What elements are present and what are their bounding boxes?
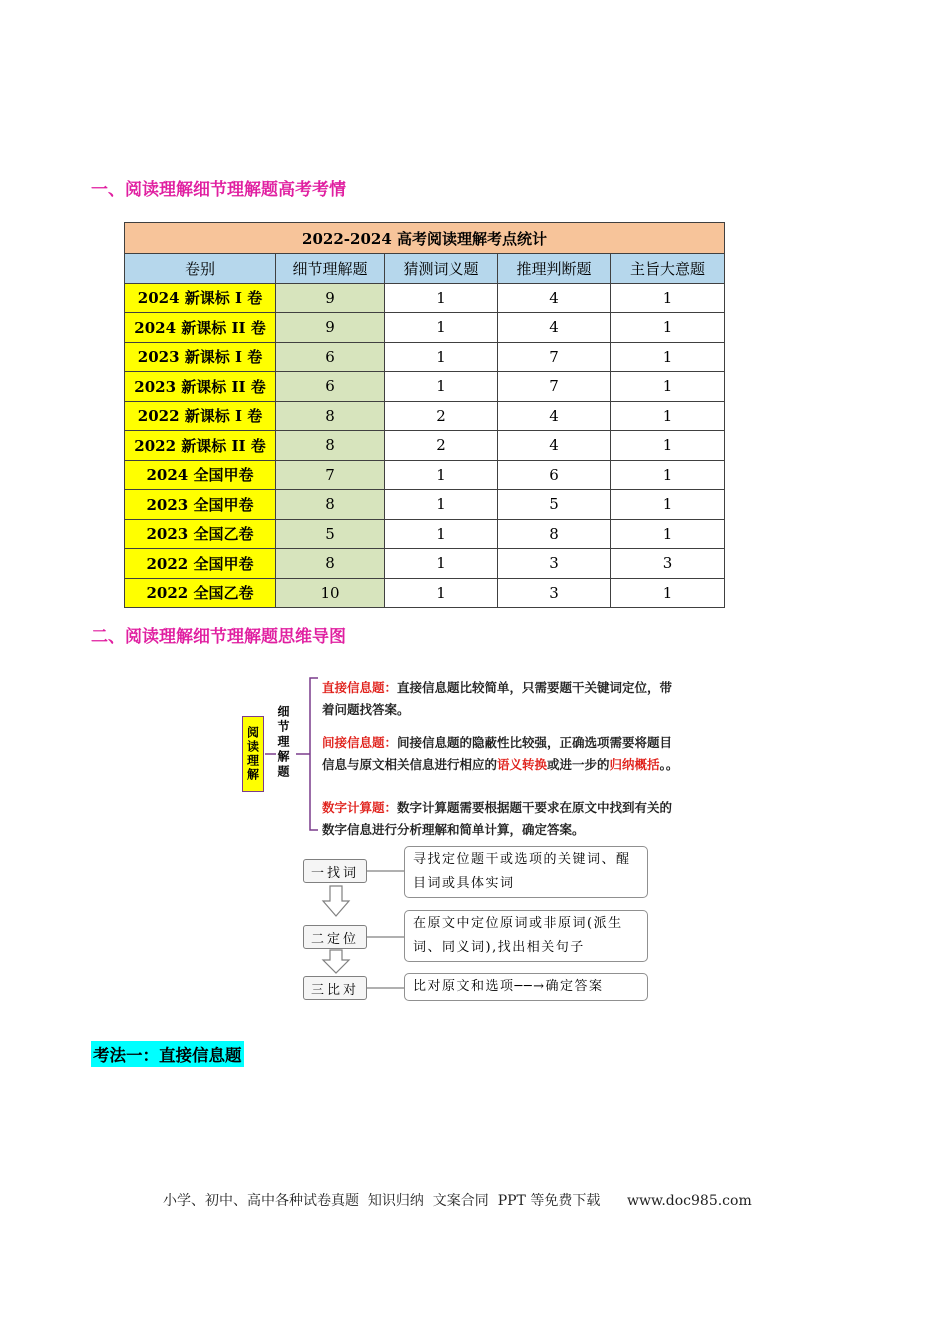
- mindmap-item-direct: [322, 677, 682, 721]
- section-title-exam-stats: 一、阅读理解细节理解题高考考情: [91, 180, 346, 200]
- exam-stats-table: [124, 222, 725, 608]
- count-cell: 2: [385, 401, 498, 431]
- paper-name-cell: 2022 新课标 I 卷: [125, 401, 276, 431]
- count-cell: 1: [611, 372, 725, 402]
- paper-name-cell: 2024 新课标 I 卷: [125, 283, 276, 313]
- count-cell: 1: [385, 490, 498, 520]
- paper-name-cell: 2022 全国甲卷: [125, 549, 276, 579]
- count-cell: 1: [385, 549, 498, 579]
- paper-name-cell: 2024 全国甲卷: [125, 460, 276, 490]
- count-cell: 4: [498, 283, 611, 313]
- count-cell: 1: [385, 313, 498, 343]
- count-cell: 1: [611, 401, 725, 431]
- table-row: [125, 313, 725, 343]
- count-cell: 7: [498, 372, 611, 402]
- down-arrow-icon: [323, 886, 349, 916]
- mindmap-branch: 细节理解题: [276, 705, 290, 780]
- item-highlight: 语义转换: [497, 757, 548, 772]
- count-cell: 1: [385, 578, 498, 608]
- column-header: 卷别: [125, 254, 276, 284]
- item-highlight: 归纳概括: [609, 757, 660, 772]
- count-cell: 1: [611, 431, 725, 461]
- table-row: [125, 490, 725, 520]
- table-row: [125, 401, 725, 431]
- item-text: 间接信息题的隐蔽性比较强，正确选项需要将题目信息与原文相关信息进行相应的: [322, 735, 673, 772]
- paper-name-cell: 2023 全国甲卷: [125, 490, 276, 520]
- table-row: [125, 519, 725, 549]
- item-key: 数字计算题：: [322, 800, 398, 815]
- item-text: 。。: [659, 757, 679, 772]
- count-cell: 1: [385, 342, 498, 372]
- step-find-word-desc: 寻找定位题干或选项的关键词、醒目词或具体实词: [404, 846, 648, 898]
- page-footer: 小学、初中、高中各种试卷真题 知识归纳 文案合同 PPT 等免费下载 www.doc985.com: [163, 1193, 752, 1209]
- paper-name-cell: 2022 全国乙卷: [125, 578, 276, 608]
- count-cell: 1: [611, 490, 725, 520]
- count-cell: 5: [276, 519, 385, 549]
- count-cell: 3: [498, 549, 611, 579]
- count-cell: 10: [276, 578, 385, 608]
- count-cell: 6: [276, 342, 385, 372]
- item-key: 间接信息题：: [322, 735, 398, 750]
- mindmap-root: 阅读理解: [242, 716, 264, 792]
- count-cell: 8: [276, 431, 385, 461]
- count-cell: 8: [276, 549, 385, 579]
- item-key: 直接信息题：: [322, 680, 398, 695]
- count-cell: 1: [611, 578, 725, 608]
- item-text: 数字计算题需要根据题干要求在原文中找到有关的数字信息进行分析理解和简单计算，确定答案。: [322, 800, 673, 837]
- down-arrow-icon: [323, 950, 349, 973]
- count-cell: 1: [385, 372, 498, 402]
- paper-name-cell: 2023 新课标 I 卷: [125, 342, 276, 372]
- paper-name-cell: 2023 新课标 II 卷: [125, 372, 276, 402]
- mindmap: [238, 668, 688, 1008]
- count-cell: 2: [385, 431, 498, 461]
- item-text: 直接信息题比较简单，只需要题干关键词定位，带着问题找答案。: [322, 680, 673, 717]
- count-cell: 4: [498, 431, 611, 461]
- count-cell: 1: [385, 460, 498, 490]
- count-cell: 1: [611, 342, 725, 372]
- table-header-row: [125, 254, 725, 284]
- count-cell: 7: [498, 342, 611, 372]
- count-cell: 1: [385, 283, 498, 313]
- step-locate-desc: 在原文中定位原词或非原词(派生词、同义词),找出相关句子: [404, 910, 648, 962]
- table-caption: 2022-2024 高考阅读理解考点统计: [125, 223, 725, 254]
- paper-name-cell: 2024 新课标 II 卷: [125, 313, 276, 343]
- count-cell: 6: [498, 460, 611, 490]
- column-header: 细节理解题: [276, 254, 385, 284]
- count-cell: 8: [276, 401, 385, 431]
- table-row: [125, 372, 725, 402]
- count-cell: 1: [611, 283, 725, 313]
- count-cell: 3: [611, 549, 725, 579]
- count-cell: 4: [498, 401, 611, 431]
- table-row: [125, 342, 725, 372]
- count-cell: 1: [385, 519, 498, 549]
- section-title-mindmap: 二、阅读理解细节理解题思维导图: [91, 627, 346, 647]
- mindmap-item-indirect: [322, 732, 682, 776]
- mindmap-item-numeric: [322, 797, 682, 841]
- step-locate: 二定位: [303, 925, 367, 949]
- count-cell: 5: [498, 490, 611, 520]
- table-row: [125, 460, 725, 490]
- count-cell: 8: [276, 490, 385, 520]
- paper-name-cell: 2023 全国乙卷: [125, 519, 276, 549]
- count-cell: 1: [611, 519, 725, 549]
- count-cell: 7: [276, 460, 385, 490]
- method-one-heading: 考法一：直接信息题: [91, 1041, 244, 1067]
- count-cell: 3: [498, 578, 611, 608]
- column-header: 猜测词义题: [385, 254, 498, 284]
- table-row: [125, 283, 725, 313]
- item-text: 或进一步的: [547, 757, 610, 772]
- table-row: [125, 578, 725, 608]
- step-compare: 三比对: [303, 976, 367, 1000]
- count-cell: 1: [611, 460, 725, 490]
- count-cell: 9: [276, 313, 385, 343]
- table-row: [125, 431, 725, 461]
- paper-name-cell: 2022 新课标 II 卷: [125, 431, 276, 461]
- column-header: 主旨大意题: [611, 254, 725, 284]
- step-compare-desc: 比对原文和选项──→确定答案: [404, 973, 648, 1001]
- count-cell: 9: [276, 283, 385, 313]
- count-cell: 4: [498, 313, 611, 343]
- column-header: 推理判断题: [498, 254, 611, 284]
- table-row: [125, 549, 725, 579]
- step-find-word: 一找词: [303, 859, 367, 883]
- count-cell: 1: [611, 313, 725, 343]
- count-cell: 8: [498, 519, 611, 549]
- count-cell: 6: [276, 372, 385, 402]
